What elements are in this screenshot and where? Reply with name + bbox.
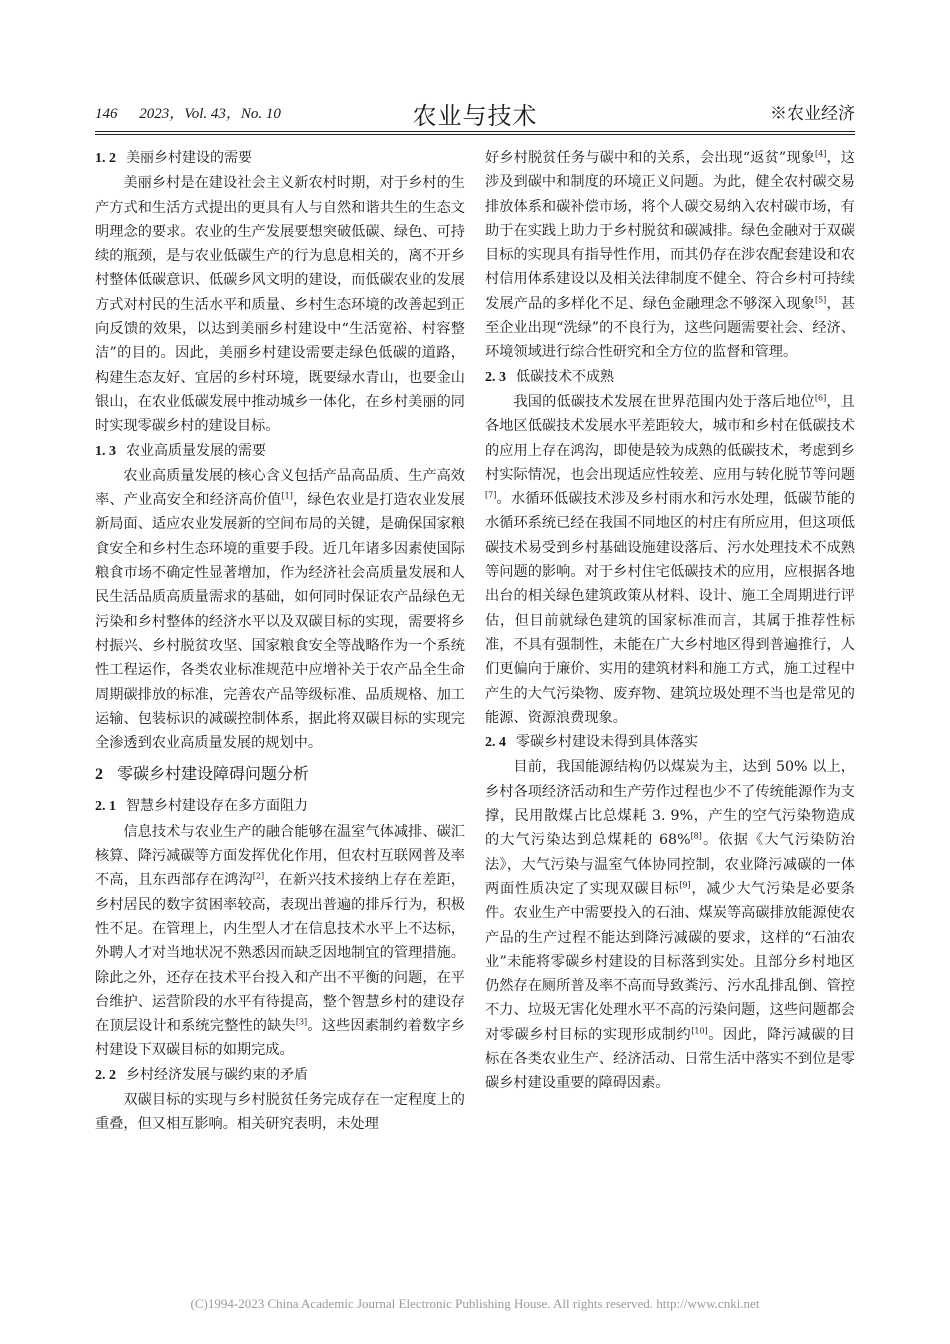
page-header xyxy=(95,96,855,130)
citation-ref: [3] xyxy=(295,1017,308,1027)
citation-ref: [6] xyxy=(814,393,827,403)
header-rule-thick xyxy=(95,131,855,132)
heading-number: 1. 2 xyxy=(95,151,116,166)
subsection-heading xyxy=(95,146,465,171)
citation-ref: [7] xyxy=(485,490,497,500)
paragraph: 美丽乡村是在建设社会主义新农村时期，对于乡村的生产方式和生活方式提出的更具有人与自然和谐共生的生态文明理念的要求。农业的生产发展要想突破低碳、绿色、可持续的瓶颈，是与农业低碳生产的行为息息相关的，离不开乡村整体低碳意识、低碳乡风文明的建设，而低碳农业的发展方式对村民的生活水平和质量、乡村生态环境的改善起到正向反馈的效果，以达到美丽乡村建设中“生活宽裕、村容整洁”的目的。因此，美丽乡村建设需要走绿色低碳的道路，构建生态友好、宜居的乡村环境，既要绿水青山，也要金山银山，在农业低碳发展中推动城乡一体化，在乡村美丽的同时实现零碳乡村的建设目标。 xyxy=(95,175,465,435)
citation-ref: [9] xyxy=(679,880,691,890)
page-number: 146 xyxy=(95,106,118,122)
heading-number: 2. 4 xyxy=(485,735,506,751)
heading-title: 零碳乡村建设未得到具体落实 xyxy=(516,734,698,751)
paragraph: 信息技术与农业生产的融合能够在温室气体减排、碳汇核算、降污减碳等方面发挥优化作用，但农村互联网普及率不高，且东西部存在鸿沟[2]，在新兴技术接纳上存在差距，乡村居民的数字贫困率较高，表现出普遍的排斥行为，积极性不足。在管理上，内生型人才在信息技术水平上不达标，外聘人才对当地状况不熟悉因而缺乏因地制宜的管理措施。除此之外，还存在技术平台投入和产出不平衡的问题，在平台维护、运营阶段的水平有待提高，整个智慧乡村的建设存在顶层设计和系统完整性的缺失[3]。这些因素制约着数字乡村建设下双碳目标的如期完成。 xyxy=(95,823,465,1059)
heading-title: 零碳乡村建设障碍问题分析 xyxy=(117,764,310,784)
section-label: ※农业经济 xyxy=(770,104,855,124)
heading-number: 2. 3 xyxy=(485,369,506,385)
citation-ref: [4] xyxy=(814,149,827,159)
subsection-heading xyxy=(95,794,465,819)
citation-ref: [8] xyxy=(690,831,702,841)
heading-title: 低碳技术不成熟 xyxy=(516,368,614,385)
heading-number: 1. 3 xyxy=(95,443,116,459)
heading-number: 2. 1 xyxy=(95,799,116,815)
volume-info: 2023，Vol. 43，No. 10 xyxy=(139,106,281,122)
journal-title: 农业与技术 xyxy=(412,102,538,130)
heading-title: 乡村经济发展与碳约束的矛盾 xyxy=(126,1066,308,1083)
right-column xyxy=(485,146,855,1280)
citation-ref: [5] xyxy=(814,295,827,305)
section-heading xyxy=(95,761,465,788)
subsection-heading xyxy=(95,1063,465,1088)
heading-title: 智慧乡村建设存在多方面阻力 xyxy=(126,798,308,815)
citation-ref: [1] xyxy=(281,491,293,501)
paragraph: 目前，我国能源结构仍以煤炭为主，达到 50% 以上，乡村各项经济活动和生产劳作过程也少不了传统能源作为支撑，民用散煤占比总煤耗 3. 9%，产生的空气污染物造成的大气污染达到总煤耗的 68%[8]。依据《大气污染防治法》，大气污染与温室气体协同控制，农业降污减碳的一体两面性质决定了实现双碳目标[9]，减少大气污染是必要条件。农业生产中需要投入的石油、煤炭等高碳排放能源使农产品的生产过程不能达到降污减碳的要求，这样的“石油农业”未能将零碳乡村建设的目标落到实处。且部分乡村地区仍然存在厕所普及率不高而导致粪污、污水乱排乱倒、管控不力、垃圾无害化处理水平不高的污染问题，这些问题都会对零碳乡村目标的实现形成制约[10]。因此，降污减碳的目标在各类农业生产、经济活动、日常生活中落实不到位是零碳乡村建设重要的障碍因素。 xyxy=(485,759,855,1092)
heading-title: 农业高质量发展的需要 xyxy=(126,442,266,459)
citation-ref: [10] xyxy=(691,1025,708,1035)
paragraph-continued: 好乡村脱贫任务与碳中和的关系，会出现“返贫”现象[4]，这涉及到碳中和制度的环境正义问题。为此，健全农村碳交易排放体系和碳补偿市场，将个人碳交易纳入农村碳市场，有助于在实践上助力于乡村脱贫和碳减排。绿色金融对于双碳目标的实现具有指导性作用，而其仍存在涉农配套建设和农村信用体系建设以及相关法律制度不健全、符合乡村可持续发展产品的多样化不足、绿色金融理念不够深入现象[5]，甚至企业出现“洗绿”的不良行为，这些问题需要社会、经济、环境领域进行综合性研究和全方位的监督和管理。 xyxy=(485,149,855,361)
subsection-heading xyxy=(485,365,855,390)
citation-ref: [2] xyxy=(252,871,265,881)
header-rule-thin xyxy=(95,134,855,135)
subsection-heading xyxy=(95,439,465,464)
heading-title: 美丽乡村建设的需要 xyxy=(126,150,252,166)
paragraph: 农业高质量发展的核心含义包括产品高品质、生产高效率、产业高安全和经济高价值[1]，绿色农业是打造农业发展新局面、适应农业发展新的空间布局的关键，是确保国家粮食安全和乡村生态环境的重要手段。近几年诸多因素使国际粮食市场不确定性显著增加，作为经济社会高质量发展和人民生活品质高质量需求的基础，如何同时保证农产品绿色无污染和乡村整体的经济水平以及双碳目标的实现，需要将乡村振兴、乡村脱贫攻坚、国家粮食安全等战略作为一个系统性工程运作，各类农业标准规范中应增补关于农产品全生命周期碳排放的标准，完善农产品等级标准、品质规格、加工运输、包装标识的减碳控制体系，据此将双碳目标的实现完全渗透到农业高质量发展的规划中。 xyxy=(95,467,465,752)
paragraph: 双碳目标的实现与乡村脱贫任务完成存在一定程度上的重叠，但又相互影响。相关研究表明，未处理 xyxy=(95,1091,465,1133)
copyright-footer: (C)1994-2023 China Academic Journal Electronic Publishing House. All rights reserved. http://www.cnki.net xyxy=(190,1296,760,1311)
heading-number: 2. 2 xyxy=(95,1067,116,1083)
left-column xyxy=(95,146,465,1280)
subsection-heading xyxy=(485,730,855,755)
paragraph: 我国的低碳技术发展在世界范围内处于落后地位[6]，且各地区低碳技术发展水平差距较大，城市和乡村在低碳技术的应用上存在鸿沟，即使是较为成熟的低碳技术，考虑到乡村实际情况，也会出现适应性较差、应用与转化脱节等问题[7]。水循环低碳技术涉及乡村雨水和污水处理，低碳节能的水循环系统已经在我国不同地区的村庄有所应用，但这项低碳技术易受到乡村基础设施建设落后、污水处理技术不成熟等问题的影响。对于乡村住宅低碳技术的应用，应根据各地出台的相关绿色建筑政策从材料、设计、施工全周期进行评估，但目前就绿色建筑的国家标准而言，其属于推荐性标准，不具有强制性，未能在广大乡村地区得到普遍推行，人们更偏向于廉价、实用的建筑材料和施工方式，施工过程中产生的大气污染物、废弃物、建筑垃圾处理不当也是常见的能源、资源浪费现象。 xyxy=(485,393,855,726)
heading-number: 2 xyxy=(95,766,103,784)
